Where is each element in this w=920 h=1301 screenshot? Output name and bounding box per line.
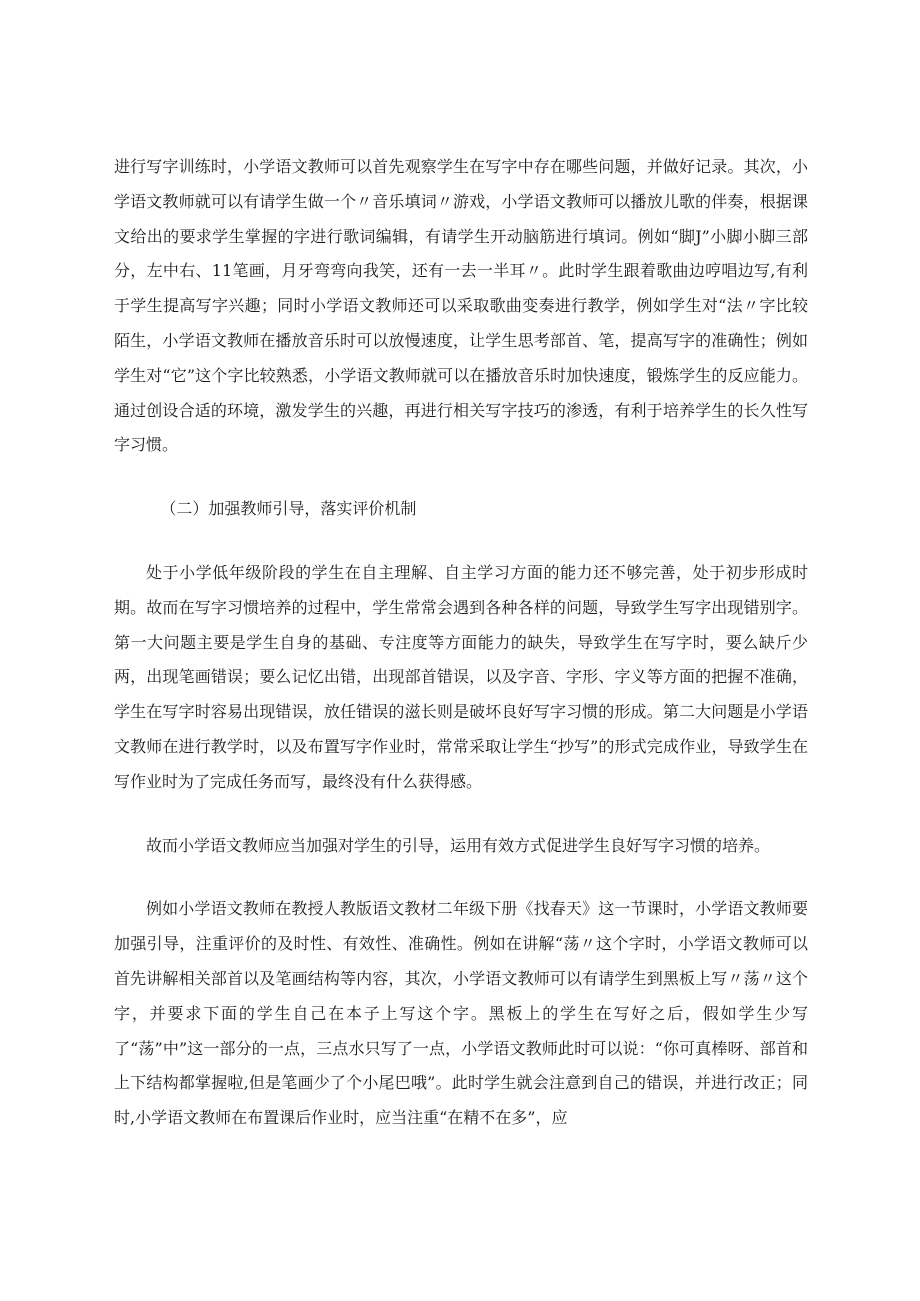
paragraph-problems: 处于小学低年级阶段的学生在自主理解、自主学习方面的能力还不够完善，处于初步形成时期。故而在写字习惯培养的过程中，学生常常会遇到各种各样的问题，导致学生写字出现错别字。第一大问题主要是学生自身的基础、专注度等方面能力的缺失，导致学生在写字时，要么缺斤少两，出现笔画错误；要么记忆出错，出现部首错误，以及字音、字形、字义等方面的把握不准确，学生在写字时容易出现错误，放任错误的滋长则是破坏良好写字习惯的形成。第二大问题是小学语文教师在进行教学时，以及布置写字作业时，常常采取让学生“抄写”的形式完成作业，导致学生在写作业时为了完成任务而写，最终没有什么获得感。 — [114, 562, 808, 791]
paragraph-music-fill-in: 进行写字训练时，小学语文教师可以首先观察学生在写字中存在哪些问题，并做好记录。其次，小学语文教师就可以有请学生做一个〃音乐填词〃游戏，小学语文教师可以播放儿歌的伴奏，根据课文给出的要求学生掌握的字进行歌词编辑，有请学生开动脑筋进行填词。例如“脚J”小脚小脚三部分，左中右、11笔画，月牙弯弯向我笑，还有一去一半耳〃。此时学生跟着歌曲边哼唱边写,有利于学生提高写字兴趣；同时小学语文教师还可以采取歌曲变奏进行教学，例如学生对“法〃字比较陌生，小学语文教师在播放音乐时可以放慢速度，让学生思考部首、笔，提高写字的准确性；例如学生对“它”这个字比较熟悉，小学语文教师就可以在播放音乐时加快速度，锻炼学生的反应能力。通过创设合适的环境，激发学生的兴趣，再进行相关写字技巧的渗透，有利于培养学生的长久性写字习惯。 — [114, 157, 808, 455]
section-heading: （二）加强教师引导，落实评价机制 — [160, 499, 417, 519]
paragraph-guidance: 故而小学语文教师应当加强对学生的引导，运用有效方式促进学生良好写字习惯的培养。 — [146, 835, 771, 855]
paragraph-example-lesson: 例如小学语文教师在教授人教版语文教材二年级下册《找春天》这一节课时，小学语文教师要加强引导，注重评价的及时性、有效性、准确性。例如在讲解“荡〃这个字时，小学语文教师可以首先讲解相关部首以及笔画结构等内容，其次，小学语文教师可以有请学生到黑板上写〃荡〃这个字，并要求下面的学生自己在本子上写这个字。黑板上的学生在写好之后，假如学生少写了“荡”中”这一部分的一点，三点水只写了一点，小学语文教师此时可以说：“你可真棒呀、部首和上下结构都掌握啦,但是笔画少了个小尾巴哦”。此时学生就会注意到自己的错误，并进行改正；同时,小学语文教师在布置课后作业时，应当注重“在精不在多”，应 — [114, 899, 808, 1128]
